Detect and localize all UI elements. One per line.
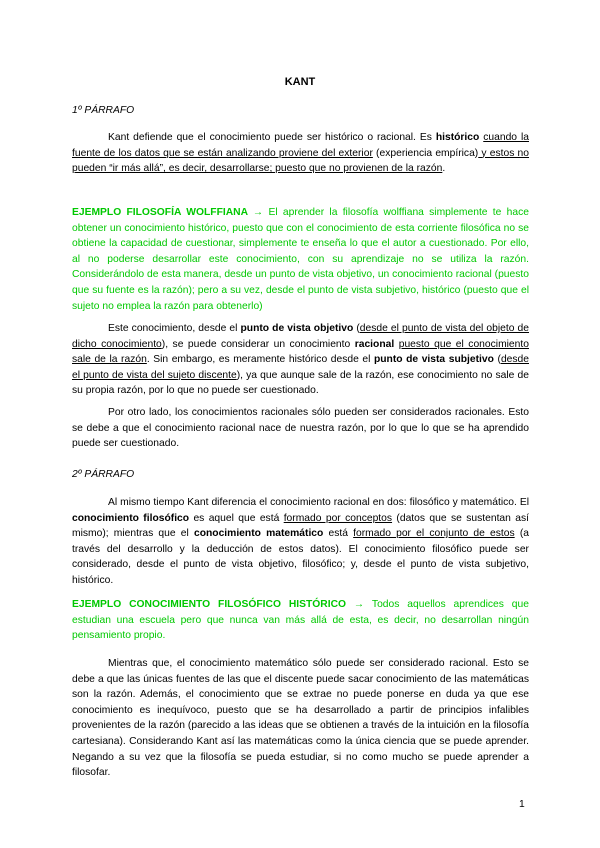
paragraph-objective-subjective: Este conocimiento, desde el punto de vista objetivo (desde el punto de vista del objeto de dicho conocimiento), se puede considerar un conocimiento racional puesto que el conocimiento sale de la razón. Sin embargo, es meramente histórico desde el punto de vista subjetivo (desde el punto de vista del sujeto discente), ya que aunque sale de la razón, ese conocimiento no sale de su propia razón, por lo que no puede ser cuestionado. bbox=[72, 323, 529, 397]
example-historic-philosophical-knowledge: EJEMPLO CONOCIMIENTO FILOSÓFICO HISTÓRICO → Todos aquellos aprendices que estudian una escuela pero que nunca van más allá de esta, es decir, no desarrollan ningún pensamiento propio. bbox=[72, 599, 529, 642]
paragraph-historic-knowledge: Kant defiende que el conocimiento puede ser histórico o racional. Es histórico cuando la fuente de los datos que se están analizando proviene del exterior (experiencia empírica) y estos no pueden “ir más allá”, es decir, desarrollarse; puesto que no provienen de la razón. bbox=[72, 132, 530, 175]
example-heading: EJEMPLO CONOCIMIENTO FILOSÓFICO HISTÓRICO → bbox=[72, 599, 365, 610]
page-number: 1 bbox=[519, 799, 525, 810]
paragraph-philosophical-mathematical: Al mismo tiempo Kant diferencia el conocimiento racional en dos: filosófico y matemático. El conocimiento filosófico es aquel que está formado por conceptos (datos que se sustentan así mismo); mientras que el conocimiento matemático está formado por el conjunto de estos (a través del desarrollo y la deducción de estos datos). El conocimiento filosófico puede ser considerado, desde el punto de vista objetivo, filosófico; y, desde el punto de vista subjetivo, histórico. bbox=[72, 497, 529, 586]
document-title: KANT bbox=[284, 76, 316, 88]
example-wolffian-philosophy: EJEMPLO FILOSOFÍA WOLFFIANA → El aprender la filosofía wolffiana simplemente te hace obtener un conocimiento histórico, puesto que con el conocimiento de esta corriente filosófica no se obtiene la capacidad de cuestionar, simplemente te enseña lo que el autor a cuestionado. Por ello, al no poderse desarrollar este conocimiento, con su aprendizaje no se utiliza la razón. Considerándolo de esta manera, desde un punto de vista objetivo, un conocimiento racional (puesto que su fuente es la razón); pero a su vez, desde el punto de vista subjetivo, histórico (puesto que el sujeto no emplea la razón para obtenerlo) bbox=[72, 207, 529, 312]
paragraph-mathematical-knowledge: Mientras que, el conocimiento matemático sólo puede ser considerado racional. Esto se debe a que las únicas fuentes de las que el discente puede sacar conocimiento de las matemáticas son la razón. Además, el conocimiento que se extrae no puede ponerse en duda ya que ese conocimiento es inequívoco, puesto que se ha desarrollado a partir de principios infalibles provenientes de la razón (parecido a las ideas que se obtienen a través de la intuición en la filosofía cartesiana). Considerando Kant así las matemáticas como la única ciencia que se puede aprender. Negando a su vez que la filosofía se pueda estudiar, si no como mucho se puede aprender a filosofar. bbox=[72, 658, 529, 779]
paragraph-rational-knowledge: Por otro lado, los conocimientos racionales sólo pueden ser considerados racionales. Esto se debe a que el conocimiento racional nace de nuestra razón, por lo que lo que se ha aprendido puede ser cuestionado. bbox=[72, 407, 529, 450]
example-heading: EJEMPLO FILOSOFÍA WOLFFIANA → bbox=[72, 207, 264, 218]
section-heading-2: 2º PÁRRAFO bbox=[72, 469, 135, 480]
section-heading-1: 1º PÁRRAFO bbox=[72, 105, 135, 116]
